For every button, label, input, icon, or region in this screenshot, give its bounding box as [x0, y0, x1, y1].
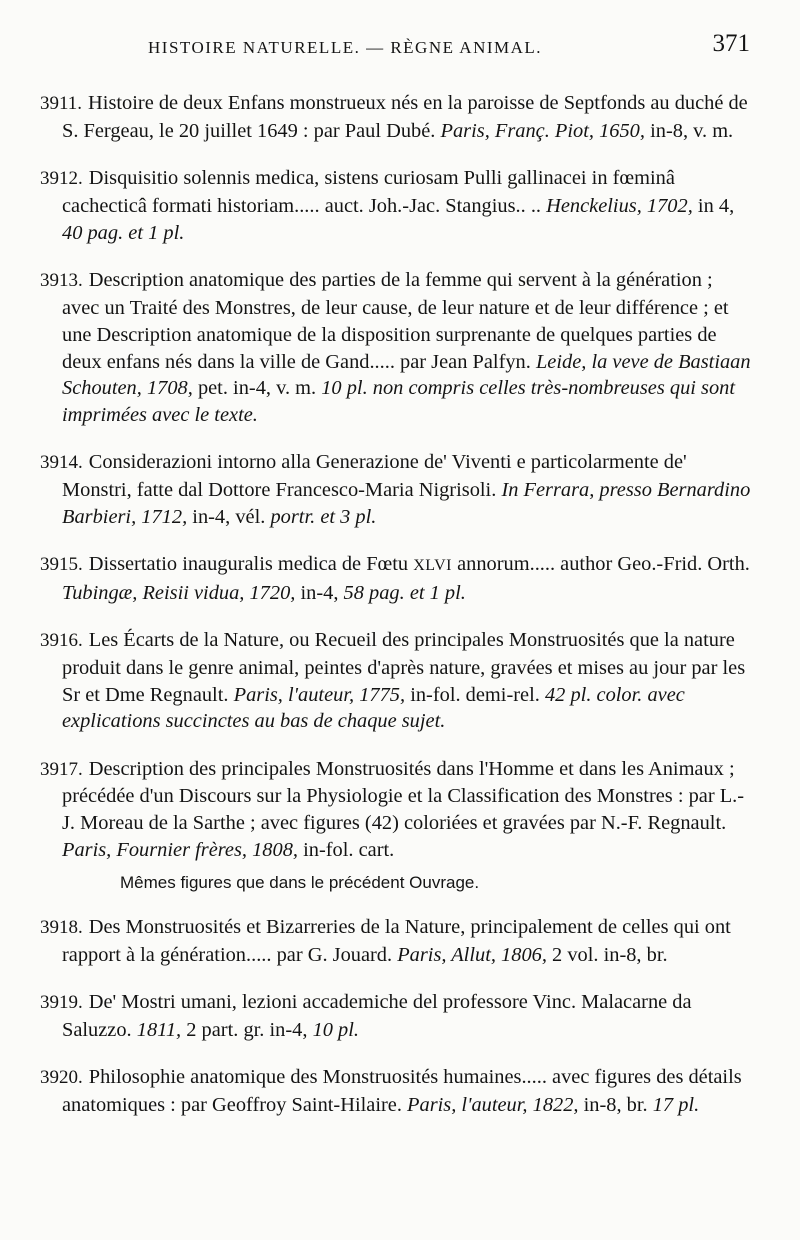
entry-number: 3918. [40, 917, 83, 939]
entry-imprint: In Ferrara, presso Bernardino Barbieri, 1712, [62, 479, 751, 528]
entry-title: Considerazioni intorno alla Generazione de' Viventi e particolarmente de' Monstri, fatte dal Dottore Francesco-Maria Nigrisoli. [62, 451, 687, 502]
entry-format: in-4, vél. [192, 505, 266, 528]
entry-number: 3915. [40, 554, 83, 576]
entry-collation: portr. et 3 pl. [270, 505, 377, 528]
entry-imprint: Leide, la veve de Bastiaan Schouten, 1708, [62, 350, 751, 400]
entry-number: 3920. [40, 1067, 83, 1089]
entry-title: Disquisitio solennis medica, sistens curiosam Pulli gallinacei in fœminâ cachecticâ formati historiam..... auct. Joh.-Jac. Stangius.. .. [62, 167, 675, 218]
entry-format: 2 part. gr. in-4, [186, 1019, 308, 1042]
catalogue-entry [40, 756, 754, 864]
entry-imprint: Paris, Franç. Piot, 1650, [440, 120, 645, 143]
entry-title: Philosophie anatomique des Monstruosités humaines..... avec figures des détails anatomiques : par Geoffroy Saint-Hilaire. [62, 1066, 742, 1117]
entry-collation: 17 pl. [652, 1094, 700, 1117]
entry-number: 3917. [40, 758, 83, 780]
entry-collation: 10 pl. [312, 1019, 360, 1042]
entry-small-caps: XLVI [413, 557, 452, 575]
entry-imprint: Paris, l'auteur, 1822, [407, 1094, 579, 1117]
entry-format: in-4, [300, 581, 339, 604]
entry-title-start: Dissertatio inauguralis medica de Fœtu [88, 553, 409, 576]
entry-number: 3911. [40, 93, 83, 115]
running-head [40, 30, 754, 70]
entry-format: pet. in-4, v. m. [197, 377, 317, 400]
entry-collation: 58 pag. et 1 pl. [343, 581, 466, 604]
page-number: 371 [712, 30, 750, 57]
entry-format: in-fol. demi-rel. [410, 683, 540, 706]
entry-imprint: 1811, [136, 1019, 182, 1042]
entry-number: 3919. [40, 992, 83, 1014]
entry-title: Description des principales Monstruosités dans l'Homme et dans les Animaux ; précédée d'un Discours sur la Physiologie et la Classification des Monstres : par L.-J. Moreau de la Sarthe ; avec figures (42) coloriées et gravées par N.-F. Regnault. [62, 757, 745, 835]
entry-imprint: Tubingæ, Reisii vidua, 1720, [62, 581, 296, 604]
entry-format: in-8, v. m. [650, 120, 734, 143]
entry-title: Les Écarts de la Nature, ou Recueil des principales Monstruosités que la nature produit dans le genre animal, peintes d'après nature, gravées et mises au jour par les Sr et Dme Regnault. [62, 629, 746, 706]
entry-number: 3914. [40, 452, 83, 474]
entry-format: 2 vol. in-8, br. [552, 944, 668, 967]
entry-format: in-fol. cart. [303, 839, 395, 862]
entry-title: annorum..... author Geo.-Frid. Orth. [457, 553, 750, 576]
entry-title: Description anatomique des parties de la femme qui servent à la génération ; avec un Traité des Monstres, de leur cause, de leur nature et de leur différence ; et une Description anatomique de la disposition surprenante de quelques parties de deux enfans nés dans la ville de Gand..... par Jean Palfyn. [62, 269, 729, 373]
entry-imprint: Paris, Allut, 1806, [397, 944, 547, 967]
entry-title: Des Monstruosités et Bizarreries de la Nature, principalement de celles qui ont rapport à la génération..... par G. Jouard. [62, 916, 731, 967]
entry-imprint: Henckelius, 1702, [546, 195, 693, 218]
entry-collation: 40 pag. et 1 pl. [62, 221, 185, 244]
catalogue-entry [40, 551, 754, 607]
catalogue-entry [40, 627, 754, 735]
entry-number: 3916. [40, 630, 83, 652]
entry-number: 3913. [40, 270, 83, 292]
entry-note: Mêmes figures que dans le précédent Ouvrage. [120, 872, 480, 892]
entry-number: 3912. [40, 168, 83, 190]
entry-imprint: Paris, Fournier frères, 1808, [62, 839, 298, 862]
catalogue-entry [40, 449, 754, 530]
entry-format: in-8, br. [583, 1094, 648, 1117]
catalogue-entry [40, 165, 754, 246]
entry-collation: 10 pl. non compris celles très-nombreuses qui sont imprimées avec le texte. [62, 377, 736, 427]
entry-title: Histoire de deux Enfans monstrueux nés en la paroisse de Septfonds au duché de S. Fergeau, le 20 juillet 1649 : par Paul Dubé. [62, 92, 748, 143]
running-title: HISTOIRE NATURELLE. — RÈGNE ANIMAL. [148, 38, 543, 57]
catalogue-entry [40, 267, 754, 429]
catalogue-entry [40, 1064, 754, 1119]
entry-imprint: Paris, l'auteur, 1775, [233, 683, 406, 706]
entry-format: in 4, [697, 195, 735, 218]
catalogue-entry [40, 989, 754, 1044]
catalogue-entry [40, 90, 754, 145]
entry-title: De' Mostri umani, lezioni accademiche del professore Vinc. Malacarne da Saluzzo. [62, 991, 692, 1042]
entry-collation: 42 pl. color. avec explications succinctes au bas de chaque sujet. [62, 683, 685, 733]
catalogue-entry [40, 914, 754, 969]
catalogue-entries [40, 90, 754, 1118]
